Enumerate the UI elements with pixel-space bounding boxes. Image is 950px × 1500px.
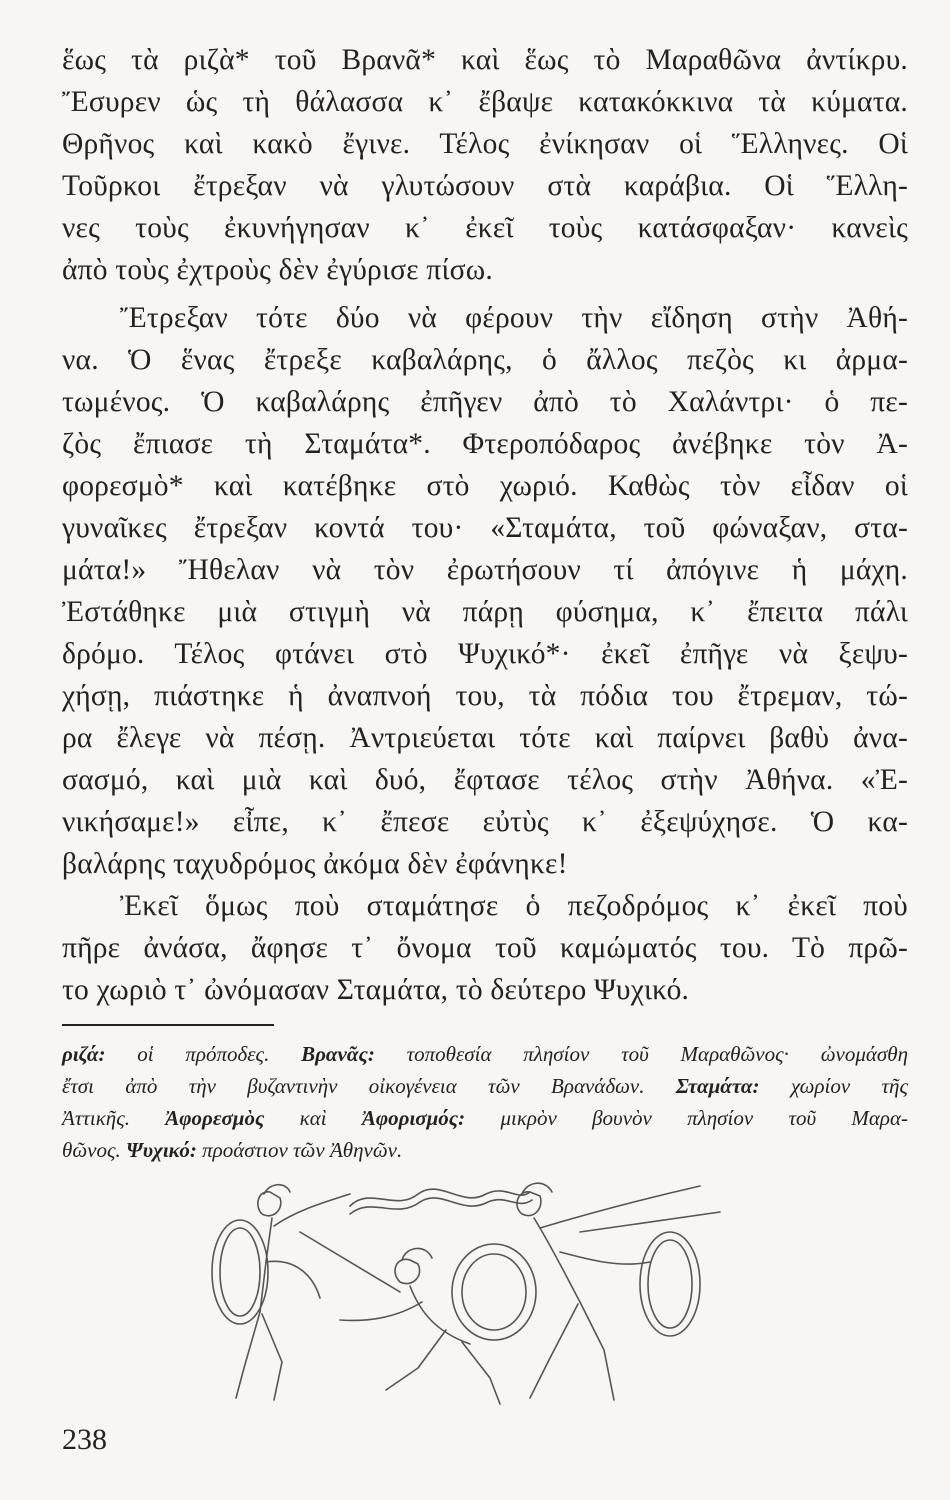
footnote-text: χωρίον τῆς <box>759 1074 908 1098</box>
footnote-term: Ψυχικό: <box>125 1138 197 1162</box>
body-line-21: Ἐκεῖ ὅμως ποὺ σταμάτησε ὁ πεζοδρόμος κ᾿ ἐκεῖ ποὺ <box>120 890 908 922</box>
footnote-line-4 <box>62 1136 908 1164</box>
serpent-band <box>350 1189 530 1206</box>
footnote-text: τοποθεσία πλησίον τοῦ Μαραθῶνος· ὠνομάσθη <box>374 1042 908 1066</box>
body-line-6: ἀπὸ τοὺς ἐχτροὺς δὲν ἐγύρισε πίσω. <box>62 254 493 286</box>
footnote-rule <box>62 1024 274 1026</box>
body-line-10: ζὸς ἔπιασε τὴ Σταμάτα*. Φτεροπόδαρος ἀνέβηκε τὸν Ἀ- <box>62 428 908 460</box>
footnote-term: Βρανᾶς: <box>301 1042 375 1066</box>
page-number: 238 <box>62 1423 107 1456</box>
footnote-text: ἔτσι ἀπὸ τὴν βυζαντινὴν οἰκογένεια τῶν Βρανάδων. <box>62 1074 676 1098</box>
body-line-8: να. Ὁ ἕνας ἔτρεξε καβαλάρης, ὁ ἄλλος πεζὸς κι ἀρμα- <box>62 344 908 376</box>
body-line-18: σασμό, καὶ μιὰ καὶ δυό, ἔφτασε τέλος στὴν Ἀθήνα. «Ἐ- <box>62 764 908 796</box>
footnote-text: Ἀττικῆς. <box>62 1106 166 1130</box>
right-warrior <box>517 1183 700 1400</box>
footnote-term: Ἀφορεσμὸς <box>165 1106 265 1130</box>
footnote-text: θῶνος. <box>62 1138 126 1162</box>
footnote-text: καὶ <box>264 1106 362 1130</box>
body-line-23: το χωριὸ τ᾿ ὠνόμασαν Σταμάτα, τὸ δεύτερο Ψυχικό. <box>62 974 690 1006</box>
body-line-12: γυναῖκες ἔτρεξαν κοντά του· «Σταμάτα, τοῦ φώναξαν, στα- <box>62 512 908 544</box>
body-line-3: Θρῆνος καὶ κακὸ ἔγινε. Τέλος ἐνίκησαν οἱ Ἕλληνες. Οἱ <box>62 128 908 160</box>
body-line-15: δρόμο. Τέλος φτάνει στὸ Ψυχικό*· ἐκεῖ ἐπῆγε νὰ ξεψυ- <box>62 638 908 670</box>
footnote-text: προάστιον τῶν Ἀθηνῶν. <box>196 1138 403 1162</box>
body-line-17: ρα ἔλεγε νὰ πέσῃ. Ἀντριεύεται τότε καὶ παίρνει βαθὺ ἀνα- <box>62 722 908 754</box>
body-line-1: ἕως τὰ ριζὰ* τοῦ Βρανᾶ* καὶ ἕως τὸ Μαραθῶνα ἀντίκρυ. <box>62 44 908 76</box>
body-line-5: νες τοὺς ἐκυνήγησαν κ᾿ ἐκεῖ τοὺς κατάσφαξαν· κανεὶς <box>62 212 908 244</box>
footnote-term: ριζά: <box>62 1042 106 1066</box>
left-warrior <box>212 1185 350 1400</box>
body-line-20: βαλάρης ταχυδρόμος ἀκόμα δὲν ἐφάνηκε! <box>62 848 568 880</box>
body-line-2: Ἔσυρεν ὡς τὴ θάλασσα κ᾿ ἔβαψε κατακόκκινα τὰ κύματα. <box>62 86 908 118</box>
footnote-text: οἱ πρόποδες. <box>105 1042 302 1066</box>
body-line-9: τωμένος. Ὁ καβαλάρης ἐπῆγεν ἀπὸ τὸ Χαλάντρι· ὁ πε- <box>62 386 908 418</box>
body-line-13: μάτα!» Ἤθελαν νὰ τὸν ἐρωτήσουν τί ἀπόγινε ἡ μάχη. <box>62 554 908 586</box>
footnote-line-1 <box>62 1040 908 1068</box>
footnote-text: μικρὸν βουνὸν πλησίον τοῦ Μαρα- <box>465 1106 908 1130</box>
body-line-7: Ἔτρεξαν τότε δύο νὰ φέρουν τὴν εἴδηση στὴν Ἀθή- <box>120 302 908 334</box>
footnote-term: Σταμάτα: <box>675 1074 760 1098</box>
footnote-line-3 <box>62 1104 908 1132</box>
body-line-19: νικήσαμε!» εἶπε, κ᾿ ἔπεσε εὐτὺς κ᾿ ἐξεψύχησε. Ὁ κα- <box>62 806 908 838</box>
footnote-line-2 <box>62 1072 908 1100</box>
warriors-battle-illustration <box>200 1172 750 1410</box>
center-warrior <box>340 1244 536 1404</box>
body-line-22: πῆρε ἀνάσα, ἄφησε τ᾿ ὄνομα τοῦ καμώματός του. Τὸ πρῶ- <box>62 932 908 964</box>
body-line-4: Τοῦρκοι ἔτρεξαν νὰ γλυτώσουν στὰ καράβια. Οἱ Ἕλλη- <box>62 170 908 202</box>
body-line-11: φορεσμὸ* καὶ κατέβηκε στὸ χωριό. Καθὼς τὸν εἶδαν οἱ <box>62 470 908 502</box>
footnote-term: Ἀφορισμός: <box>361 1106 466 1130</box>
body-line-14: Ἐστάθηκε μιὰ στιγμὴ νὰ πάρῃ φύσημα, κ᾿ ἔπειτα πάλι <box>62 596 908 628</box>
body-line-16: χήσῃ, πιάστηκε ἡ ἀναπνοή του, τὰ πόδια του ἔτρεμαν, τώ- <box>62 680 908 712</box>
